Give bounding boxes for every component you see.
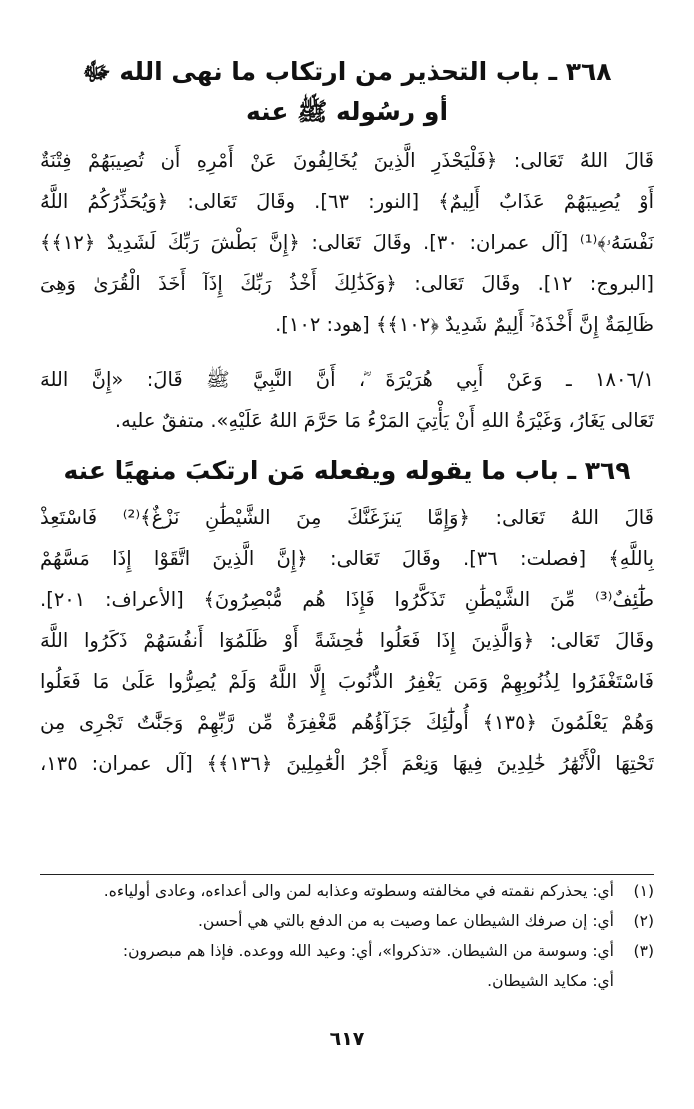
footnote-number	[614, 966, 654, 996]
page-number: ٦١٧	[329, 1028, 365, 1050]
text-line: نَفْسَهُۥ﴾⁽¹⁾ [آل عمران: ٣٠]. وقَالَ تَعَالى: ﴿إِنَّ بَطْشَ رَبِّكَ لَشَدِيدٌ ﴿١٢﴾﴾	[40, 231, 654, 254]
footnote-text: أي: يحذركم نقمته في مخالفته وسطوته وعذابه لمن والى أعداءه، وعادى أولياءه.	[103, 882, 614, 900]
footnote-number: (٣)	[633, 942, 654, 960]
footnote-3-continued	[40, 966, 654, 996]
chapter-368-verses	[40, 140, 654, 345]
text-line: أَوْ يُصِيبَهُمْ عَذَابٌ أَلِيمٌ﴾ [النور: ٦٣]. وقَالَ تَعَالى: ﴿وَيُحَذِّرُكُمُ اللَّهُ	[40, 190, 654, 213]
footnote-3	[40, 936, 654, 966]
chapter-368-title-line-2: أو رسُوله ﷺ عنه	[245, 97, 449, 126]
footnotes	[40, 876, 654, 996]
footnote-number: (١)	[633, 882, 654, 900]
text-line: فَاسْتَغْفَرُوا لِذُنُوبِهِمْ وَمَن يَغْفِرُ الذُّنُوبَ إِلَّا اللَّهُ وَلَمْ يُصِرُّوا عَلَىٰ مَا فَعَلُوا	[40, 670, 654, 693]
text-line: تَحْتِهَا الْأَنْهَٰرُ خَٰلِدِينَ فِيهَا وَنِعْمَ أَجْرُ الْعَٰمِلِينَ ﴿١٣٦﴾﴾ [آل عمران: ١٣٥،	[40, 752, 654, 775]
chapter-369-title: ٣٦٩ ـ باب ما يقوله ويفعله مَن ارتكبَ منهيًا عنه	[63, 456, 631, 485]
chapter-369-verses	[40, 497, 654, 784]
footnote-text: أي: وسوسة من الشيطان. «تذكروا»، أي: وعيد الله ووعده. فإذا هم مبصرون:	[122, 942, 614, 960]
text-line: ظَالِمَةٌ إِنَّ أَخْذَهُۥٓ أَلِيمٌ شَدِيدٌ ﴿١٠٢﴾﴾ [هود: ١٠٢].	[275, 313, 654, 336]
footnote-text: أي: إن صرفك الشيطان عما وصيت به من الدفع بالتي هي أحسن.	[197, 912, 614, 930]
footnote-number: (٢)	[633, 912, 654, 930]
text-line: تَعَالى يَغَارُ، وَغَيْرَةُ اللهِ أَنْ يَأْتِيَ المَرْءُ مَا حَرَّمَ اللهُ عَلَيْهِ». متفقٌ عليه.	[114, 409, 654, 432]
footnote-2	[40, 906, 654, 936]
hadith-1806	[40, 359, 654, 441]
footnote-text: أي: مكايد الشيطان.	[487, 972, 614, 990]
text-line: قَالَ اللهُ تَعَالى: ﴿وَإِمَّا يَنزَغَنَّكَ مِنَ الشَّيْطَٰنِ نَزْغٌ﴾⁽²⁾ فَاسْتَعِذْ	[40, 506, 654, 529]
footnote-1	[40, 876, 654, 906]
text-line: [البروج: ١٢]. وقَالَ تَعَالى: ﴿وَكَذَٰلِكَ أَخْذُ رَبِّكَ إِذَآ أَخَذَ الْقُرَىٰ وَهِىَ	[40, 272, 654, 295]
text-line: ١٨٠٦/١ ـ وَعَنْ أَبِي هُرَيْرَةَ ؓ، أَنَّ النَّبِيَّ ﷺ قَالَ: «إِنَّ اللهَ	[40, 368, 654, 391]
chapter-368-title	[40, 52, 654, 132]
chapter-368-title-line-1: ٣٦٨ ـ باب التحذير من ارتكاب ما نهى الله ﷻ	[82, 57, 612, 86]
text-line: وَهُمْ يَعْلَمُونَ ﴿١٣٥﴾ أُولَٰٓئِكَ جَزَآؤُهُم مَّغْفِرَةٌ مِّن رَّبِّهِمْ وَجَنَّٰتٌ تَجْرِى مِن	[40, 711, 654, 734]
text-line: قَالَ اللهُ تَعَالى: ﴿فَلْيَحْذَرِ الَّذِينَ يُخَالِفُونَ عَنْ أَمْرِهِ أَن تُصِيبَهُمْ فِتْنَةٌ	[40, 149, 654, 172]
text-line: بِاللَّهِ﴾ [فصلت: ٣٦]. وقَالَ تَعَالى: ﴿إِنَّ الَّذِينَ اتَّقَوْا إِذَا مَسَّهُمْ	[40, 547, 654, 570]
footnote-divider	[40, 874, 654, 875]
text-line: وقَالَ تَعَالى: ﴿وَالَّذِينَ إِذَا فَعَلُوا فَٰحِشَةً أَوْ ظَلَمُوٓا أَنفُسَهُمْ ذَكَرُوا اللَّهَ	[40, 629, 654, 652]
text-line: طَٰٓئِفٌ⁽³⁾ مِّنَ الشَّيْطَٰنِ تَذَكَّرُوا فَإِذَا هُم مُّبْصِرُونَ﴾ [الأعراف: ٢٠١].	[40, 588, 654, 611]
